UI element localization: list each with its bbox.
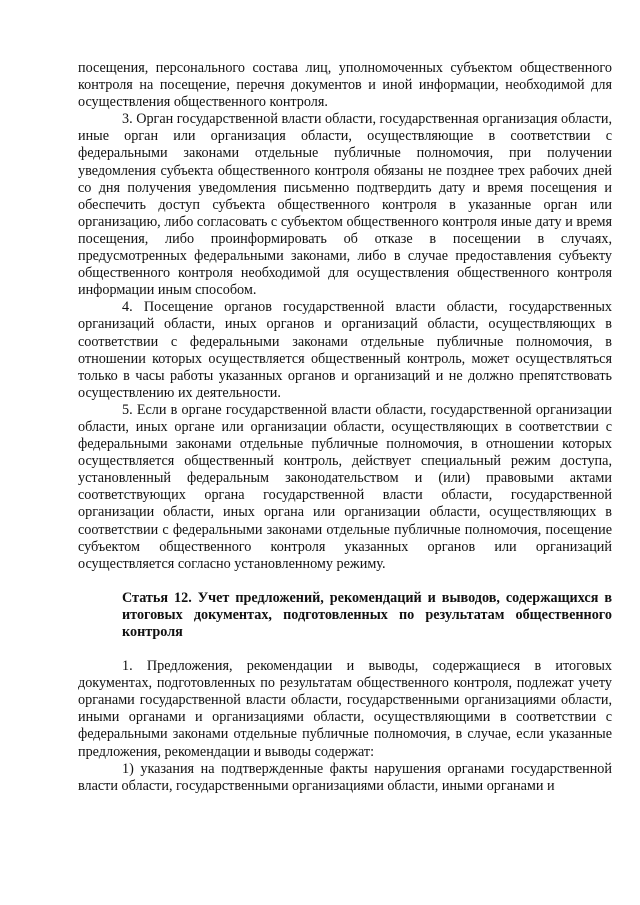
- paragraph-item-3: 3. Орган государственной власти области, государственная организация области, иные орган или организация области, осуществляющие в соответствии с федеральными законами отдельные публичные полномочия, при получении уведомления субъекта общественного контроля обязаны не позднее трех рабочих дней со дня получения уведомления письменно подтвердить дату и время посещения и обеспечить доступ субъекта общественного контроля в указанные орган или организацию, либо согласовать с субъектом общественного контроля иные дату и время посещения, либо проинформировать об отказе в посещении в случаях, предусмотренных федеральными законами, либо в случае предоставления субъекту общественного контроля необходимой для осуществления общественного контроля информации иным способом.: [78, 111, 612, 299]
- article-12-subitem-1: 1) указания на подтвержденные факты нарушения органами государственной власти области, государственными организациями области, иными органами и: [78, 760, 612, 794]
- paragraph-item-4: 4. Посещение органов государственной власти области, государственных организаций области, иных органов и организаций области, осуществляющих в соответствии с федеральными законами отдельные публичные полномочия, в отношении которых осуществляется общественный контроль, может осуществляться только в часы работы указанных органов и организаций и не должно препятствовать осуществлению их деятельности.: [78, 299, 612, 401]
- article-12-paragraph-1: 1. Предложения, рекомендации и выводы, содержащиеся в итоговых документах, подготовленных по результатам общественного контроля, подлежат учету органами государственной власти области, государственными организациями области, иными органами и организациями области, осуществляющими в соответствии с федеральными законами отдельные публичные полномочия, в случае, если указанные предложения, рекомендации и выводы содержат:: [78, 658, 612, 760]
- article-12-heading: Статья 12. Учет предложений, рекомендаций и выводов, содержащихся в итоговых документах, подготовленных по результатам общественного контроля: [122, 589, 612, 640]
- paragraph-continuation: посещения, персонального состава лиц, уполномоченных субъектом общественного контроля на посещение, перечня документов и иной информации, необходимой для осуществления общественного контроля.: [78, 60, 612, 111]
- document-page: [78, 60, 612, 795]
- paragraph-item-5: 5. Если в органе государственной власти области, государственной организации области, иных органе или организации области, осуществляющих в соответствии с федеральными законами отдельные публичные полномочия, в отношении которых осуществляется общественный контроль, действует специальный режим доступа, установленный федеральным законодательством и (или) правовыми актами соответствующих органа государственной власти области, государственной организации области, иных органа или организации области, осуществляющих в соответствии с федеральными законами отдельные публичные полномочия, посещение субъектом общественного контроля указанных органов или организаций осуществляется согласно установленному режиму.: [78, 401, 612, 572]
